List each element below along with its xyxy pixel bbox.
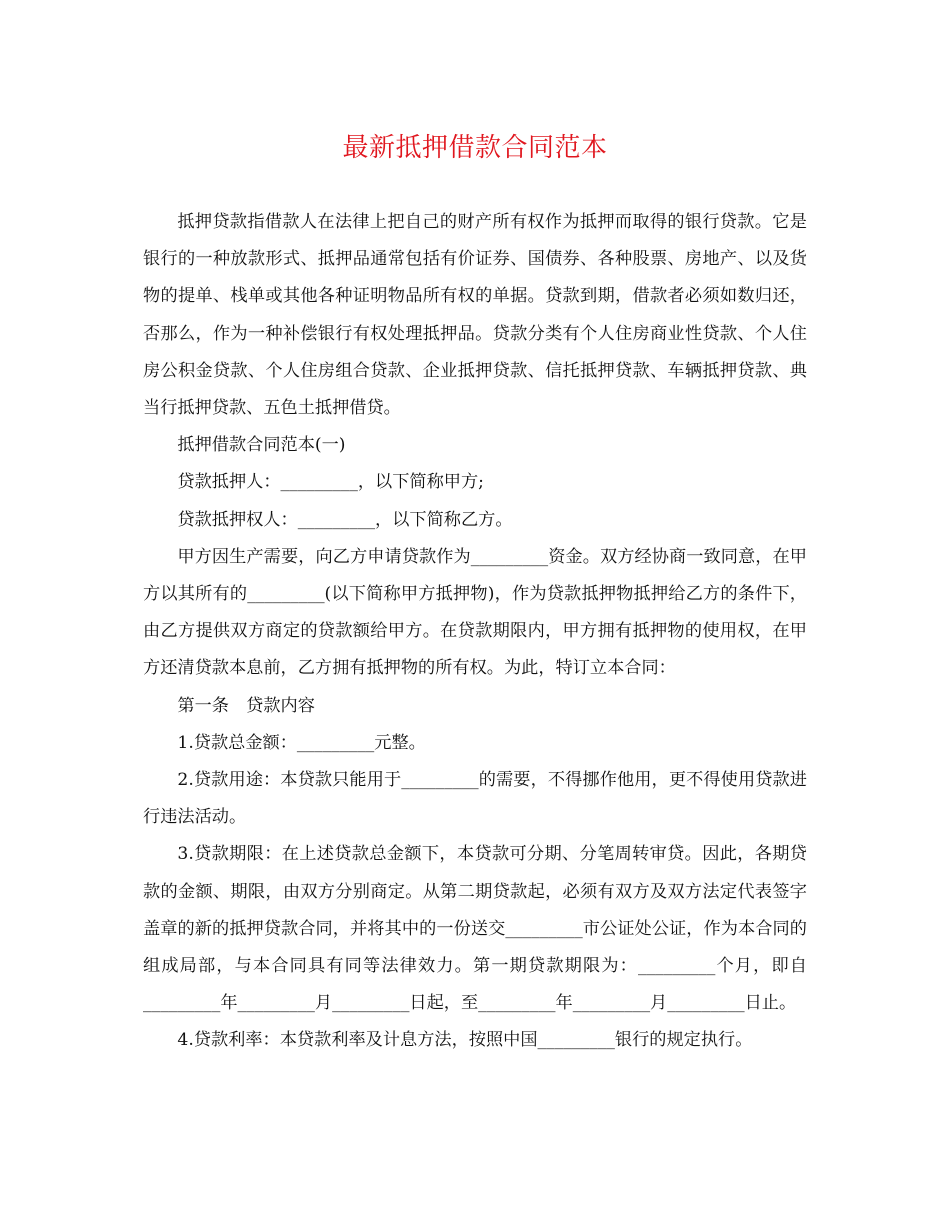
clause-2: 2.贷款用途：本贷款只能用于_________的需要，不得挪作他用，更不得使用贷款进行违法活动。 — [143, 770, 807, 828]
clause-3: 3.贷款期限：在上述贷款总金额下，本贷款可分期、分笔周转审贷。因此，各期贷款的金额、期限，由双方分别商定。从第二期贷款起，必须有双方及双方法定代表签字盖章的新的抵押贷款合同，并将其中的一份送交_________市公证处公证，作为本合同的组成局部，与本合同具有同等法律效力。第一期贷款期限为：_________个月，即自_________年_________月_________日起，至_________年_________月_________日止。 — [143, 844, 807, 1014]
article-heading: 第一条 贷款内容 — [177, 695, 315, 716]
clause-4: 4.贷款利率：本贷款利率及计息方法，按照中国_________银行的规定执行。 — [177, 1030, 753, 1051]
document-title: 最新抵押借款合同范本 — [342, 133, 608, 163]
mortgagor-line: 贷款抵押人：_________，以下简称甲方; — [177, 472, 484, 493]
clause-1: 1.贷款总金额：_________元整。 — [177, 732, 426, 753]
document-body — [143, 204, 807, 1060]
preamble-paragraph: 甲方因生产需要，向乙方申请贷款作为_________资金。双方经协商一致同意，在甲方以其所有的_________(以下简称甲方抵押物)，作为贷款抵押物抵押给乙方的条件下，由乙方提供双方商定的贷款额给甲方。在贷款期限内，甲方拥有抵押物的使用权，在甲方还清贷款本息前，乙方拥有抵押物的所有权。为此，特订立本合同： — [143, 546, 807, 679]
intro-paragraph: 抵押贷款指借款人在法律上把自己的财产所有权作为抵押而取得的银行贷款。它是银行的一种放款形式、抵押品通常包括有价证券、国债券、各种股票、房地产、以及货物的提单、栈单或其他各种证明物品所有权的单据。贷款到期，借款者必须如数归还，否那么，作为一种补偿银行有权处理抵押品。贷款分类有个人住房商业性贷款、个人住房公积金贷款、个人住房组合贷款、企业抵押贷款、信托抵押贷款、车辆抵押贷款、典当行抵押贷款、五色土抵押借贷。 — [143, 212, 807, 419]
mortgagee-line: 贷款抵押权人：_________，以下简称乙方。 — [177, 509, 513, 530]
contract-heading: 抵押借款合同范本(一) — [177, 435, 346, 456]
